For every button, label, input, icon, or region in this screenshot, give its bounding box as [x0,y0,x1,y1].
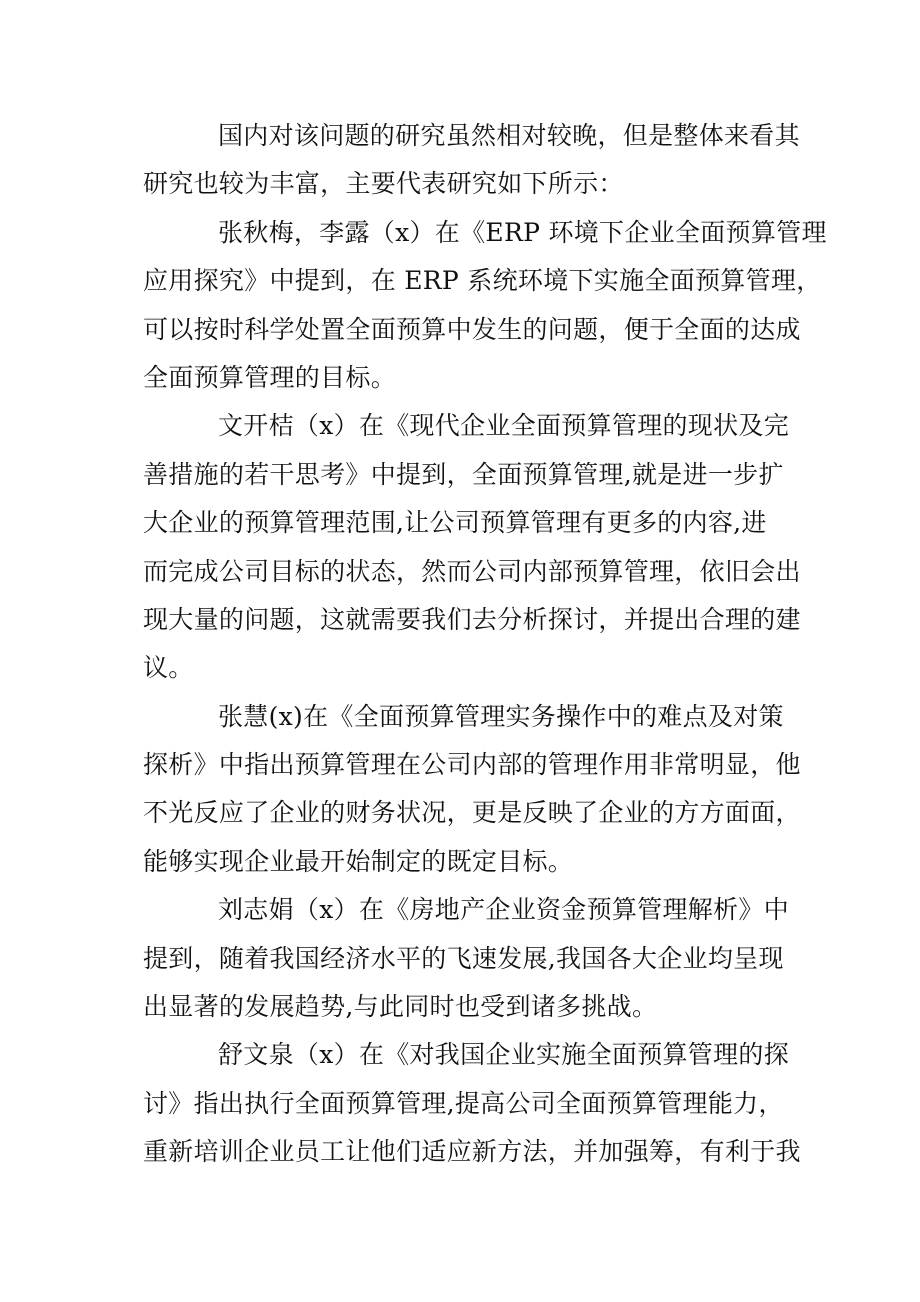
text-line: 出显著的发展趋势,与此同时也受到诸多挑战。 [143,992,658,1022]
text-line: 不光反应了企业的财务状况，更是反映了企业的方方面面， [143,798,801,828]
text-line: 全面预算管理的目标。 [143,362,397,392]
text-line: 文开桔（x）在《现代企业全面预算管理的现状及完 [218,411,790,441]
text-line: 现大量的问题，这就需要我们去分析探讨，并提出合理的建 [143,604,801,634]
text-line: 张慧(x)在《全面预算管理实务操作中的难点及对策 [218,701,784,731]
text-line: 应用探究》中提到，在 ERP 系统环境下实施全面预算管理， [143,266,822,296]
text-line: 可以按时科学处置全面预算中发生的问题，便于全面的达成 [143,314,801,344]
text-line: 大企业的预算管理范围,让公司预算管理有更多的内容,进 [143,508,767,538]
paragraph-zhang-hui [143,693,801,887]
document-body [143,112,827,1177]
text-line: 张秋梅，李露（x）在《ERP 环境下企业全面预算管理 [218,217,827,247]
paragraph-liu-zhijuan [143,886,790,1031]
text-line: 国内对该问题的研究虽然相对较晚，但是整体来看其 [218,121,800,150]
text-line: 研究也较为丰富，主要代表研究如下所示： [143,169,624,199]
text-line: 议。 [143,653,194,683]
text-line: 探析》中指出预算管理在公司内部的管理作用非常明显，他 [143,750,801,780]
text-line: 善措施的若干思考》中提到，全面预算管理,就是进一步扩 [143,459,784,489]
paragraph-shu-wenquan [143,1031,801,1176]
text-line: 提到，随着我国经济水平的飞速发展,我国各大企业均呈现 [143,943,784,973]
text-line: 能够实现企业最开始制定的既定目标。 [143,846,574,876]
paragraph-zhang-li [143,209,827,403]
text-line: 讨》指出执行全面预算管理,提高公司全面预算管理能力， [143,1088,784,1118]
text-line: 舒文泉（x）在《对我国企业实施全面预算管理的探 [218,1040,790,1070]
text-line: 重新培训企业员工让他们适应新方法，并加强筹，有利于我 [143,1137,801,1167]
text-line: 刘志娟（x）在《房地产企业资金预算管理解析》中 [218,895,790,925]
text-line: 而完成公司目标的状态，然而公司内部预算管理，依旧会出 [143,556,801,586]
paragraph-research-intro [143,112,800,209]
paragraph-wen-kaiju [143,402,801,692]
